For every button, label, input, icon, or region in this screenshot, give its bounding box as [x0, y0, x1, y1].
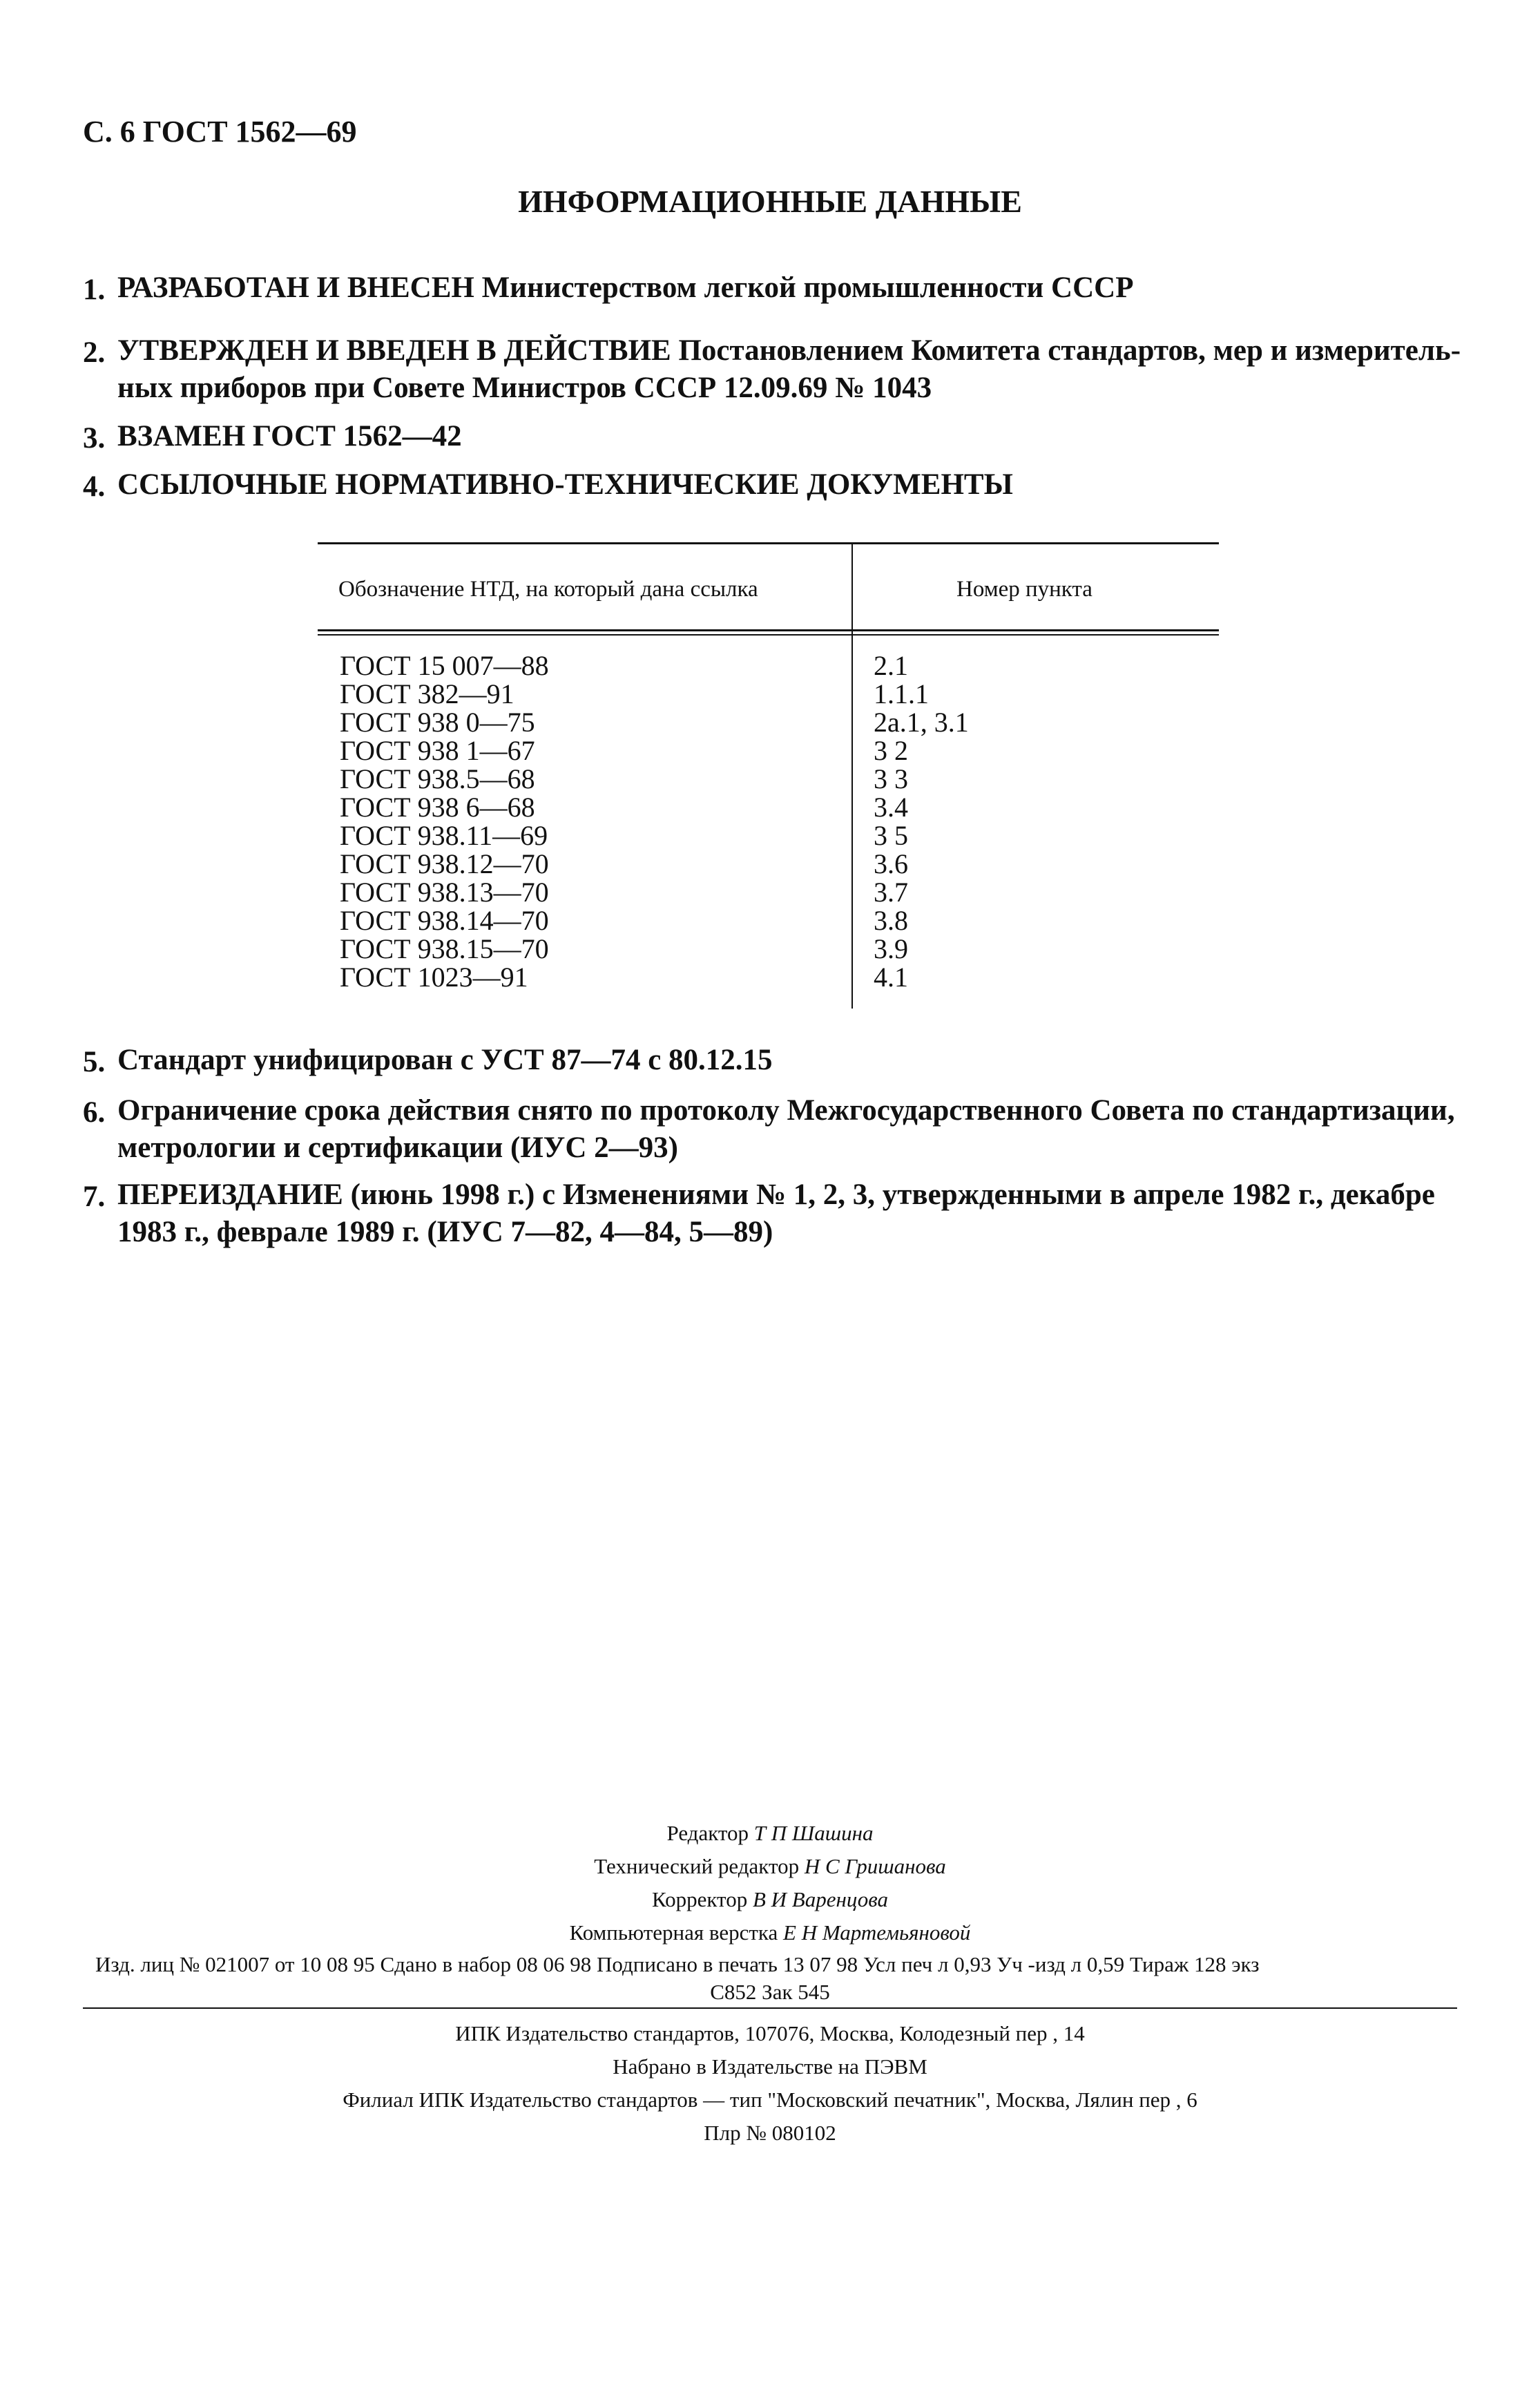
- footer-line: Филиал ИПК Издательство стандартов — тип "Московский печатник", Москва, Лялин пер , 6: [343, 2088, 1197, 2112]
- item-text: Ограничение срока действия снято по протоколу Межгосударственного Совета по стандартизации,: [117, 1094, 1455, 1127]
- table-cell-clause: 3.7: [874, 877, 908, 908]
- item-number: 5.: [83, 1046, 106, 1078]
- item-number: 1.: [83, 274, 106, 306]
- item-label: ССЫЛОЧНЫЕ НОРМАТИВНО-ТЕХНИЧЕСКИЕ ДОКУМЕНТЫ: [117, 468, 1013, 501]
- table-cell-doc: ГОСТ 938 0—75: [340, 707, 535, 738]
- item-label: РАЗРАБОТАН И ВНЕСЕН: [117, 271, 474, 304]
- table-cell-doc: ГОСТ 938.11—69: [340, 820, 548, 851]
- item-text: Постановлением Комитета стандартов, мер и измеритель-: [671, 334, 1461, 367]
- item-number: 3.: [83, 422, 106, 455]
- imprint-order: С852 Зак 545: [710, 1980, 830, 2004]
- credit-technical-editor: Технический редактор Н С Гришанова: [594, 1854, 946, 1878]
- table-cell-doc: ГОСТ 938.12—70: [340, 848, 549, 879]
- table-cell-clause: 3.4: [874, 792, 908, 823]
- table-top-rule: [318, 542, 1219, 544]
- credit-proofreader: Корректор В И Варенцова: [652, 1887, 888, 1911]
- item-text-continued: 1983 г., феврале 1989 г. (ИУС 7—82, 4—84, 5—89): [117, 1216, 773, 1248]
- info-item-6: [117, 1092, 1455, 1167]
- info-item-3: [117, 418, 462, 455]
- table-cell-clause: 3.6: [874, 848, 908, 879]
- table-cell-clause: 3.9: [874, 933, 908, 964]
- table-header-rule-double: [318, 634, 1219, 636]
- table-cell-clause: 3 3: [874, 763, 908, 794]
- item-text-continued: метрологии и сертификации (ИУС 2—93): [117, 1132, 678, 1164]
- table-doc-column: [340, 651, 549, 991]
- item-label: ВЗАМЕН ГОСТ 1562—42: [117, 420, 462, 452]
- editorial-credits: [0, 1817, 1540, 1949]
- table-cell-doc: ГОСТ 382—91: [340, 678, 514, 709]
- info-item-4: [117, 466, 1013, 504]
- table-column-divider: [851, 542, 853, 1009]
- item-number: 4.: [83, 470, 106, 503]
- info-item-7: [117, 1176, 1435, 1251]
- table-cell-doc: ГОСТ 15 007—88: [340, 650, 549, 681]
- table-header-rule: [318, 629, 1219, 631]
- info-item-2: [117, 332, 1461, 407]
- info-item-1: [117, 269, 1133, 307]
- item-label: ПЕРЕИЗДАНИЕ: [117, 1178, 343, 1211]
- item-number: 2.: [83, 336, 106, 369]
- table-cell-clause: 2.1: [874, 650, 908, 681]
- item-label: УТВЕРЖДЕН И ВВЕДЕН В ДЕЙСТВИЕ: [117, 334, 671, 367]
- credit-layout: Компьютерная верстка Е Н Мартемьяновой: [569, 1920, 971, 1945]
- table-header-clause: Номер пункта: [956, 577, 1093, 602]
- item-text: Министерством легкой промышленности СССР: [474, 271, 1134, 304]
- table-cell-clause: 2а.1, 3.1: [874, 707, 969, 738]
- table-cell-clause: 4.1: [874, 962, 908, 993]
- table-cell-clause: 3 5: [874, 820, 908, 851]
- footer-rule: [83, 2007, 1457, 2009]
- table-cell-clause: 3 2: [874, 735, 908, 766]
- table-cell-clause: 3.8: [874, 905, 908, 936]
- item-number: 7.: [83, 1181, 106, 1213]
- footer-line: ИПК Издательство стандартов, 107076, Москва, Колодезный пер , 14: [455, 2021, 1085, 2045]
- table-cell-doc: ГОСТ 938.5—68: [340, 763, 535, 794]
- item-text-continued: ных приборов при Совете Министров СССР 12.09.69 № 1043: [117, 372, 932, 404]
- table-cell-doc: ГОСТ 1023—91: [340, 962, 528, 993]
- publisher-footer: [0, 2017, 1540, 2150]
- info-item-5: [117, 1042, 773, 1079]
- table-cell-doc: ГОСТ 938.14—70: [340, 905, 549, 936]
- imprint-line: Изд. лиц № 021007 от 10 08 95 Сдано в набор 08 06 98 Подписано в печать 13 07 98 Усл печ л 0,93 Уч -изд л 0,59 Тираж 128 экз: [95, 1952, 1260, 1976]
- item-text: Стандарт унифицирован с УСТ 87—74 с 80.12.15: [117, 1044, 773, 1076]
- table-cell-doc: ГОСТ 938.13—70: [340, 877, 549, 908]
- table-cell-doc: ГОСТ 938.15—70: [340, 933, 549, 964]
- item-text: (июнь 1998 г.) с Изменениями № 1, 2, 3, утвержденными в апреле 1982 г., декабре: [343, 1178, 1435, 1211]
- credit-editor: Редактор Т П Шашина: [666, 1821, 874, 1845]
- item-number: 6.: [83, 1096, 106, 1129]
- document-title: ИНФОРМАЦИОННЫЕ ДАННЫЕ: [518, 184, 1022, 219]
- page-header: С. 6 ГОСТ 1562—69: [83, 115, 357, 149]
- table-clause-column: [874, 651, 969, 991]
- footer-line: Плр № 080102: [704, 2121, 836, 2145]
- table-cell-clause: 1.1.1: [874, 678, 929, 709]
- table-cell-doc: ГОСТ 938 6—68: [340, 792, 535, 823]
- table-cell-doc: ГОСТ 938 1—67: [340, 735, 535, 766]
- table-header-document: Обозначение НТД, на который дана ссылка: [338, 577, 758, 602]
- footer-line: Набрано в Издательстве на ПЭВМ: [613, 2054, 927, 2079]
